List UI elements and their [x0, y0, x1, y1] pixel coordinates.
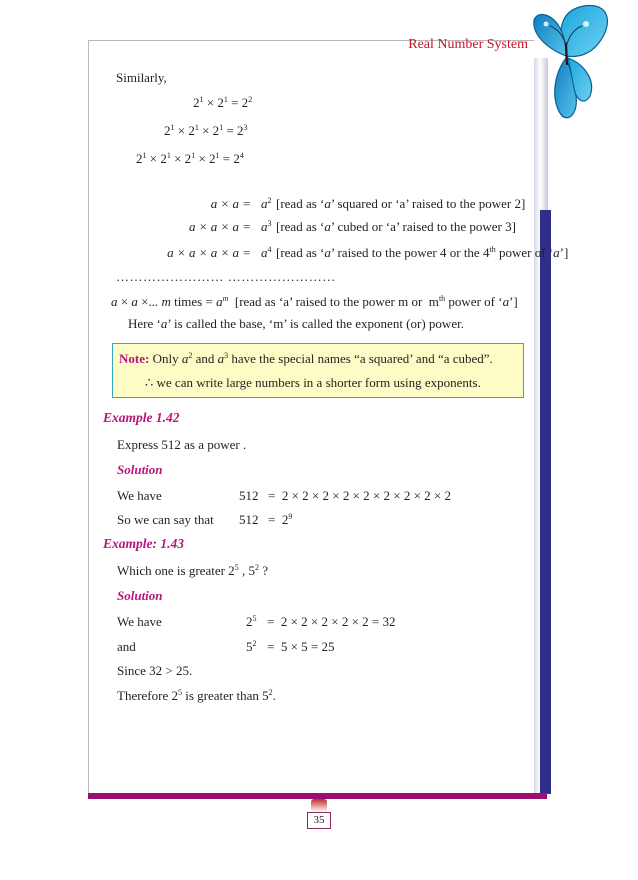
- power-two-line-3: $2^1 \times 2^1 \times 2^1 \times 2^1 = 2^4$: [136, 151, 244, 166]
- similarly-label: Similarly,: [116, 70, 167, 85]
- example-title-2: Example: 1.43: [103, 536, 184, 551]
- definition-reading-1: [read as ‘a’ squared or ‘a’ raised to the power 2]: [276, 196, 526, 211]
- definition-power-3: $a^4$: [261, 245, 272, 260]
- definition-lhs-3: a × a × a × a: [167, 245, 239, 260]
- example-1-line-2-result: = $2^9$: [268, 512, 293, 527]
- note-label: Note:: [119, 351, 150, 366]
- definition-equals-3: =: [243, 245, 251, 260]
- example-title-1: Example 1.42: [103, 410, 180, 425]
- definition-reading-2: [read as ‘a’ cubed or ‘a’ raised to the power 3]: [276, 219, 516, 234]
- definition-power-2: $a^3$: [261, 219, 272, 234]
- ellipsis-row: …………………… ……………………: [116, 269, 336, 284]
- example-1-line-1-value: 512: [239, 488, 259, 503]
- example-question-1: Express 512 as a power .: [117, 437, 247, 452]
- power-two-line-2: $2^1 \times 2^1 \times 2^1 = 2^3$: [164, 123, 248, 138]
- power-two-line-1: $2^1 \times 2^1 = 2^2$: [193, 95, 253, 110]
- example-1-line-1-expansion: = 2 × 2 × 2 × 2 × 2 × 2 × 2 × 2 × 2: [268, 488, 451, 503]
- example-2-line-1-value: $2^5$: [246, 614, 257, 629]
- base-exponent-explanation: Here ‘a’ is called the base, ‘m’ is called the exponent (or) power.: [128, 316, 464, 331]
- definition-equals-1: =: [243, 196, 251, 211]
- note-line-2: ∴ we can write large numbers in a shorter form using exponents.: [145, 375, 481, 390]
- example-1-line-1-label: We have: [117, 488, 162, 503]
- solution-label-2: Solution: [117, 588, 163, 603]
- note-text-1: Only $a^2$ and $a^3$ have the special names “a squared’ and “a cubed”.: [152, 351, 493, 366]
- example-2-conclusion: Therefore $2^5$ is greater than $5^2$.: [117, 688, 276, 703]
- definition-power-1: $a^2$: [261, 196, 272, 211]
- definition-reading-3: [read as ‘a’ raised to the power 4 or the 4th power of ‘a’]: [276, 245, 569, 260]
- note-line-1: [119, 351, 493, 367]
- general-power-rule: a × a ×... m times = $a^m$ [read as ‘a’ raised to the power m or $m^{th}$ power of ‘a’]: [111, 294, 518, 309]
- definition-lhs-2: a × a × a: [188, 219, 239, 234]
- example-2-line-2-label: and: [117, 639, 136, 654]
- example-2-line-1-expansion: = 2 × 2 × 2 × 2 × 2 = 32: [267, 614, 396, 629]
- example-1-line-2-value: 512: [239, 512, 259, 527]
- example-2-line-2-value: $5^2$: [246, 639, 257, 654]
- example-2-comparison: Since 32 > 25.: [117, 663, 193, 678]
- example-2-line-2-expansion: = 5 × 5 = 25: [267, 639, 335, 654]
- chapter-header: Real Number System: [408, 37, 528, 52]
- example-1-line-2-label: So we can say that: [117, 512, 214, 527]
- right-border-band-dark: [540, 210, 551, 794]
- solution-label-1: Solution: [117, 462, 163, 477]
- page-number-tab: [311, 799, 327, 812]
- example-2-line-1-label: We have: [117, 614, 162, 629]
- note-box: [112, 343, 524, 398]
- definition-equals-2: =: [243, 219, 251, 234]
- page-number: 35: [307, 812, 331, 829]
- example-question-2: Which one is greater $2^5$ , $5^2$ ?: [117, 563, 268, 578]
- definition-lhs-1: a × a: [210, 196, 239, 211]
- butterfly-icon: [526, 4, 616, 122]
